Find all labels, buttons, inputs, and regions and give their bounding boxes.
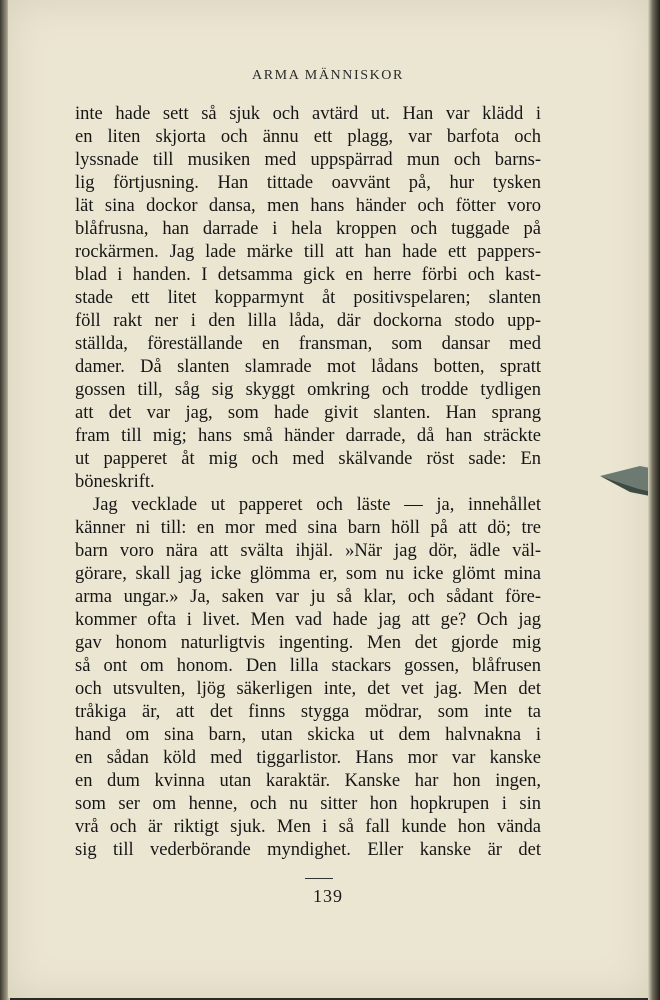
- text-line: hand om sina barn, utan skicka ut dem halvnakna i: [75, 725, 541, 745]
- text-line: gossen till, såg sig skyggt omkring och trodde tydligen: [75, 380, 541, 400]
- text-line: sig till vederbörande myndighet. Eller kanske är det: [75, 840, 541, 860]
- text-line: en sådan köld med tiggarlistor. Hans mor var kanske: [75, 748, 541, 768]
- text-line: en dum kvinna utan karaktär. Kanske har hon ingen,: [75, 771, 541, 791]
- text-line: lig förtjusning. Han tittade oavvänt på, hur tysken: [75, 173, 541, 193]
- text-line: lät sina dockor dansa, men hans händer och fötter voro: [75, 196, 541, 216]
- text-line: görare, skall jag icke glömma er, som nu icke glömt mina: [75, 564, 541, 584]
- text-line: ställda, föreställande en fransman, som dansar med: [75, 334, 541, 354]
- text-line: inte hade sett så sjuk och avtärd ut. Han var klädd i: [75, 104, 541, 124]
- text-line: blåfrusna, han darrade i hela kroppen och tuggade på: [75, 219, 541, 239]
- text-line: att det var jag, som hade givit slanten. Han sprang: [75, 403, 541, 423]
- text-line: blad i handen. I detsamma gick en herre förbi och kast-: [75, 265, 541, 285]
- text-line: gav honom naturligtvis ingenting. Men det gjorde mig: [75, 633, 541, 653]
- text-line: barn voro nära att svälta ihjäl. »När jag dör, ädle väl-: [75, 541, 541, 561]
- text-line: föll rakt ner i den lilla låda, där dockorna stodo upp-: [75, 311, 541, 331]
- page-number: 139: [313, 886, 343, 906]
- text-line: böneskrift.: [75, 472, 155, 492]
- text-line: fram till mig; hans små händer darrade, då han sträckte: [75, 426, 541, 446]
- text-line: ut papperet åt mig och med skälvande röst sade: En: [75, 449, 541, 469]
- text-line: tråkiga är, att det finns stygga mödrar, som inte ta: [75, 702, 541, 722]
- text-line: vrå och är riktigt sjuk. Men i så fall kunde hon vända: [75, 817, 541, 837]
- text-line: känner ni till: en mor med sina barn höll på att dö; tre: [75, 518, 541, 538]
- text-line: kommer ofta i livet. Men vad hade jag att ge? Och jag: [75, 610, 541, 630]
- text-line: rockärmen. Jag lade märke till att han hade ett pappers-: [75, 242, 541, 262]
- text-line: Jag vecklade ut papperet och läste — ja, innehållet: [93, 495, 541, 515]
- text-line: en liten skjorta och ännu ett plagg, var barfota och: [75, 127, 541, 147]
- text-line: som ser om henne, och nu sitter hon hopkrupen i sin: [75, 794, 541, 814]
- running-head: ARMA MÄNNISKOR: [252, 68, 404, 83]
- footer-rule: [305, 878, 333, 879]
- page-right-edge: [648, 0, 660, 1000]
- text-line: damer. Då slanten slamrade mot lådans botten, spratt: [75, 357, 541, 377]
- book-page: [8, 0, 648, 998]
- text-line: lyssnade till musiken med uppspärrad mun och barns-: [75, 150, 541, 170]
- text-line: stade ett litet kopparmynt åt positivspelaren; slanten: [75, 288, 541, 308]
- text-line: arma ungar.» Ja, saken var ju så klar, och sådant före-: [75, 587, 541, 607]
- text-line: så ont om honom. Den lilla stackars gossen, blåfrusen: [75, 656, 541, 676]
- body-text: [75, 103, 541, 862]
- text-line: och utsvulten, ljög säkerligen inte, det vet jag. Men det: [75, 679, 541, 699]
